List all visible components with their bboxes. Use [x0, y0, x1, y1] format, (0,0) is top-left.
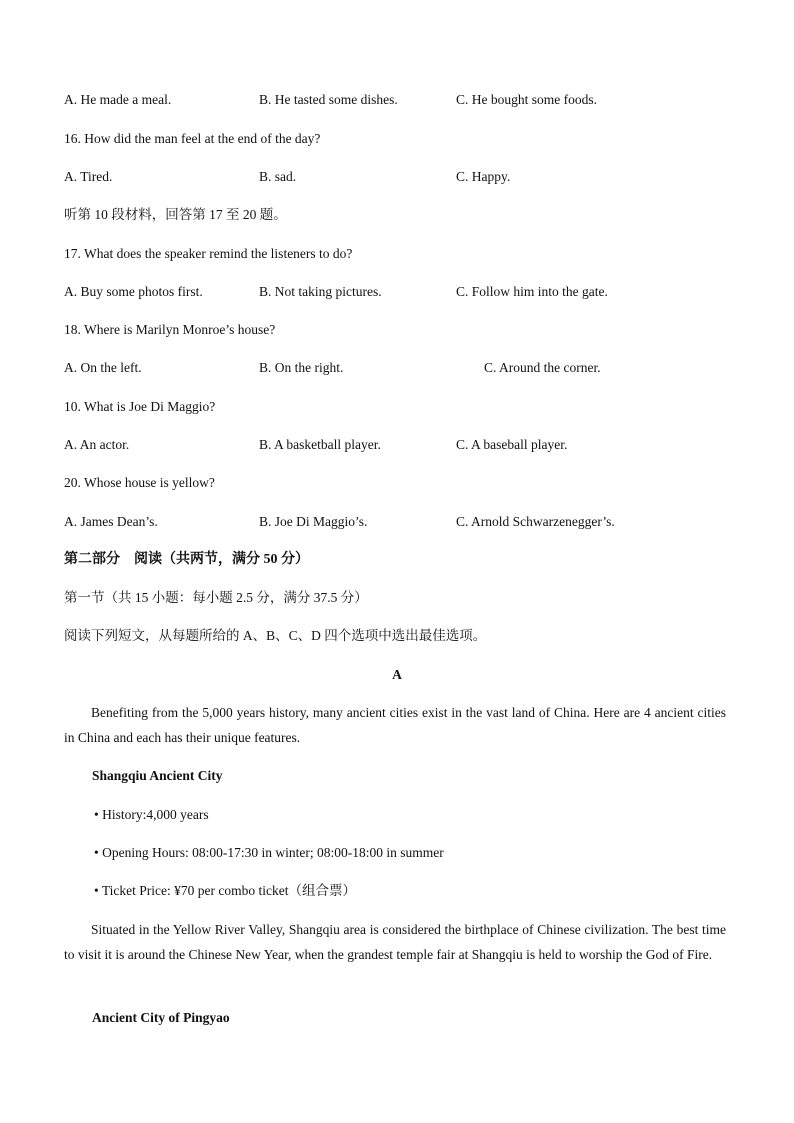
- q16-option-b: B. sad.: [259, 169, 297, 184]
- part2-heading: 第二部分 阅读（共两节，满分 50 分）: [64, 552, 309, 567]
- q18-option-a: A. On the left.: [64, 360, 142, 375]
- q20-option-b: B. Joe Di Maggio’s.: [259, 514, 368, 529]
- city1-description: [64, 917, 726, 967]
- section1-heading: 第一节（共 15 小题：每小题 2.5 分，满分 37.5 分）: [64, 590, 368, 605]
- q18-option-b: B. On the right.: [259, 360, 344, 375]
- section-10-instruction: 听第 10 段材料，回答第 17 至 20 题。: [64, 207, 287, 222]
- q15-option-c: C. He bought some foods.: [456, 92, 597, 107]
- city1-history: • History:4,000 years: [94, 807, 209, 822]
- q16-option-a: A. Tired.: [64, 169, 113, 184]
- q15-option-b: B. He tasted some dishes.: [259, 92, 398, 107]
- q20-option-a: A. James Dean’s.: [64, 514, 158, 529]
- passage-label: A: [392, 667, 402, 682]
- reading-instruction: 阅读下列短文，从每题所给的 A、B、C、D 四个选项中选出最佳选项。: [64, 628, 487, 643]
- q20-stem: 20. Whose house is yellow?: [64, 475, 215, 490]
- q19-option-a: A. An actor.: [64, 437, 130, 452]
- q16-stem: 16. How did the man feel at the end of the day?: [64, 131, 321, 146]
- q19-option-b: B. A basketball player.: [259, 437, 381, 452]
- q20-option-c: C. Arnold Schwarzenegger’s.: [456, 514, 615, 529]
- q16-option-c: C. Happy.: [456, 169, 511, 184]
- q17-option-a: A. Buy some photos first.: [64, 284, 203, 299]
- intro-paragraph: [64, 700, 726, 750]
- city1-title: Shangqiu Ancient City: [92, 768, 223, 783]
- q19-option-c: C. A baseball player.: [456, 437, 568, 452]
- q17-option-b: B. Not taking pictures.: [259, 284, 382, 299]
- city1-description-text: Situated in the Yellow River Valley, Shangqiu area is considered the birthplace of Chinese civilization. The best time to visit it is around the Chinese New Year, when the grandest temple fair at Shangqiu is held to worship the God of Fire.: [64, 922, 726, 962]
- intro-paragraph-text: Benefiting from the 5,000 years history, many ancient cities exist in the vast land of China. Here are 4 ancient cities in China and each has their unique features.: [64, 705, 726, 745]
- q19-stem: 10. What is Joe Di Maggio?: [64, 399, 216, 414]
- city1-hours: • Opening Hours: 08:00-17:30 in winter; 08:00-18:00 in summer: [94, 845, 444, 860]
- q15-option-a: A. He made a meal.: [64, 92, 172, 107]
- q17-option-c: C. Follow him into the gate.: [456, 284, 608, 299]
- q17-stem: 17. What does the speaker remind the listeners to do?: [64, 246, 353, 261]
- q18-stem: 18. Where is Marilyn Monroe’s house?: [64, 322, 276, 337]
- city1-ticket: • Ticket Price: ¥70 per combo ticket（组合票）: [94, 883, 356, 898]
- q18-option-c: C. Around the corner.: [484, 360, 601, 375]
- city2-title: Ancient City of Pingyao: [92, 1010, 230, 1025]
